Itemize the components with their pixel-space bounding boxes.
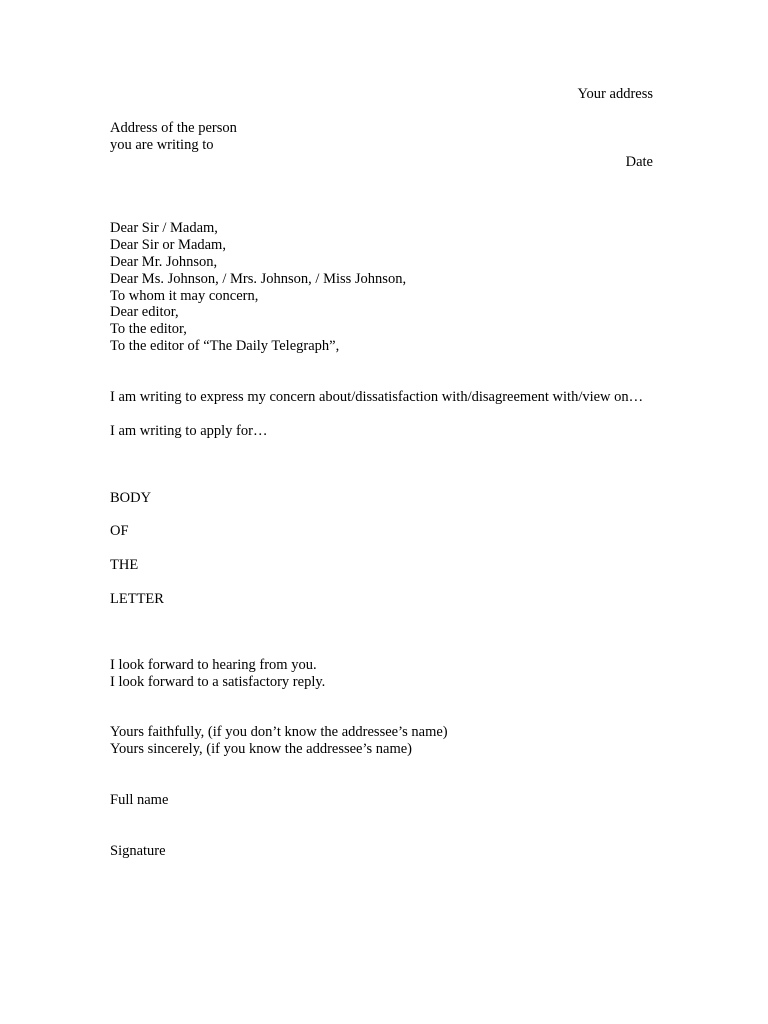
sign-off-line: Yours sincerely, (if you know the addressee’s name) (110, 741, 413, 757)
salutation-line: Dear Sir or Madam, (110, 237, 226, 253)
salutation-line: To whom it may concern, (110, 288, 259, 304)
salutation-line: To the editor of “The Daily Telegraph”, (110, 338, 340, 354)
salutation-line: To the editor, (110, 321, 187, 337)
opening-line-apply: I am writing to apply for… (110, 423, 268, 439)
signature-placeholder: Signature (110, 843, 166, 859)
salutation-line: Dear Mr. Johnson, (110, 254, 218, 270)
salutation-line: Dear editor, (110, 304, 179, 320)
body-placeholder-word: LETTER (110, 591, 164, 607)
closing-line: I look forward to a satisfactory reply. (110, 674, 326, 690)
body-placeholder-word: THE (110, 557, 139, 573)
sign-off-line: Yours faithfully, (if you don’t know the addressee’s name) (110, 724, 448, 740)
closing-line: I look forward to hearing from you. (110, 657, 317, 673)
salutation-line: Dear Ms. Johnson, / Mrs. Johnson, / Miss Johnson, (110, 271, 407, 287)
letter-date: Date (625, 154, 653, 170)
salutation-line: Dear Sir / Madam, (110, 220, 218, 236)
recipient-address-line-1: Address of the person (110, 120, 237, 136)
sender-address: Your address (577, 86, 653, 102)
opening-line-concern: I am writing to express my concern about/dissatisfaction with/disagreement with/view on… (110, 389, 644, 405)
full-name-placeholder: Full name (110, 792, 169, 808)
body-placeholder-word: OF (110, 523, 129, 539)
body-placeholder-word: BODY (110, 490, 152, 506)
recipient-address-line-2: you are writing to (110, 137, 214, 153)
